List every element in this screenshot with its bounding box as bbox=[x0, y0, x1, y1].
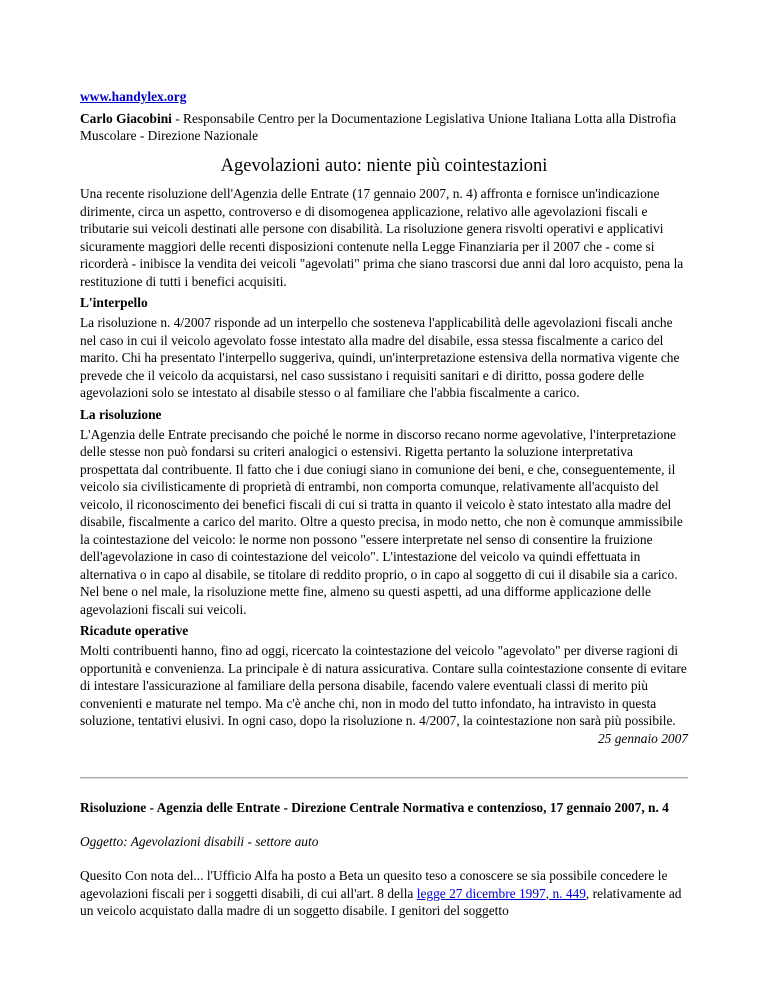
author-role: - Responsabile Centro per la Documentazione Legislativa Unione Italiana Lotta alla Distrofia Muscolare - Direzione Nazionale bbox=[80, 111, 677, 143]
law-link[interactable]: legge 27 dicembre 1997, n. 449 bbox=[416, 885, 586, 901]
site-link[interactable]: www.handylex.org bbox=[80, 89, 187, 104]
resolution-quesito bbox=[80, 867, 688, 920]
divider bbox=[80, 777, 688, 779]
section-heading-risoluzione: La risoluzione bbox=[80, 406, 162, 422]
resolution-title: Risoluzione - Agenzia delle Entrate - Direzione Centrale Normativa e contenzioso, 17 gennaio 2007, n. 4 bbox=[80, 799, 669, 815]
article-title: Agevolazioni auto: niente più cointestazioni bbox=[220, 156, 548, 176]
section-heading-ricadute: Ricadute operative bbox=[80, 623, 189, 638]
quesito-text-after: , relativamente ad un veicolo acquistato dalla madre di un soggetto disabile. I genitori del soggetto bbox=[80, 885, 682, 918]
section-heading-interpello: L'interpello bbox=[80, 295, 148, 310]
article-intro: Una recente risoluzione dell'Agenzia delle Entrate (17 gennaio 2007, n. 4) affronta e fornisce un'indicazione dirimente, circa un aspetto, controverso e di disomogenea applicazione, relativo alle agevolazioni fiscali e tributarie sui veicoli destinati alle persone con disabilità. La risoluzione genera risvolti operativi e applicativi sicuramente maggiori delle recenti disposizioni contenute nella Legge Finanziaria per il 2007 che - come si ricorderà - inibisce la vendita dei veicoli "agevolati" prima che siano trascorsi due anni dal loro acquisto, pena la restituzione di tutti i benefici acquisiti. bbox=[80, 186, 684, 289]
section-text-interpello: La risoluzione n. 4/2007 risponde ad un interpello che sosteneva l'applicabilità delle agevolazioni fiscali anche nel caso in cui il veicolo agevolato fosse intestato alla madre del disabile, essa stessa fiscalmente a carico del marito. Chi ha presentato l'interpello suggeriva, quindi, un'interpretazione estensiva della normativa vigente che prevede che il veicolo da acquistarsi, nel caso sussistano i requisiti sanitari e di diritto, possa godere delle agevolazioni solo se intestato al disabile stesso o al familiare che l'abbia fiscalmente a carico. bbox=[80, 315, 680, 400]
section-text-ricadute: Molti contribuenti hanno, fino ad oggi, ricercato la cointestazione del veicolo "agevolato" per diverse ragioni di opportunità e convenienza. La principale è di natura assicurativa. Contare sulla cointestazione consente di evitare di intestare l'assicurazione al familiare della persona disabile, facendo valere eventuali classi di merito più convenienti e maturate nel tempo. Ma c'è anche chi, non in modo del tutto infondato, ha intravisto in questa soluzione, tentativi elusivi. In ogni caso, dopo la risoluzione n. 4/2007, la cointestazione non sarà più possibile. bbox=[80, 643, 687, 728]
resolution-oggetto: Oggetto: Agevolazioni disabili - settore auto bbox=[80, 834, 319, 849]
author-line bbox=[80, 110, 688, 144]
quesito-text-before: Quesito Con nota del... l'Ufficio Alfa ha posto a Beta un quesito teso a conoscere se sia possibile concedere le agevolazioni fiscali per i soggetti disabili, di cui all'art. 8 della bbox=[80, 868, 668, 901]
article-date: 25 gennaio 2007 bbox=[597, 730, 688, 746]
section-text-risoluzione: L'Agenzia delle Entrate precisando che poiché le norme in discorso recano norme agevolative, l'interpretazione delle stesse non può fondarsi su criteri analogici o estensivi. Rigetta pertanto la soluzione interpretativa prospettata dal contribuente. Il fatto che i due coniugi siano in comunione dei beni, e che, conseguentemente, il veicolo sia civilisticamente di proprietà di entrambi, non comporta comunque, relativamente all'acquisto del veicolo, il riconoscimento dei benefici fiscali di cui si tratta in quanto il veicolo è stato intestato alla madre del disabile, fiscalmente a carico del marito. Oltre a questo precisa, in modo netto, che non è comunque ammissibile la cointestazione del veicolo: le norme non possono "essere interpretate nel senso di consentire la fruizione dell'agevolazione in caso di cointestazione del veicolo". L'intestazione del veicolo va quindi effettuata in alternativa o in capo al disabile, se titolare di reddito proprio, o in capo al soggetto di cui il disabile sia a carico. Nel bene o nel male, la risoluzione mette fine, almeno su questi aspetti, ad una difforme applicazione delle agevolazioni fiscali sui veicoli. bbox=[80, 426, 683, 617]
author-name: Carlo Giacobini bbox=[80, 111, 172, 126]
